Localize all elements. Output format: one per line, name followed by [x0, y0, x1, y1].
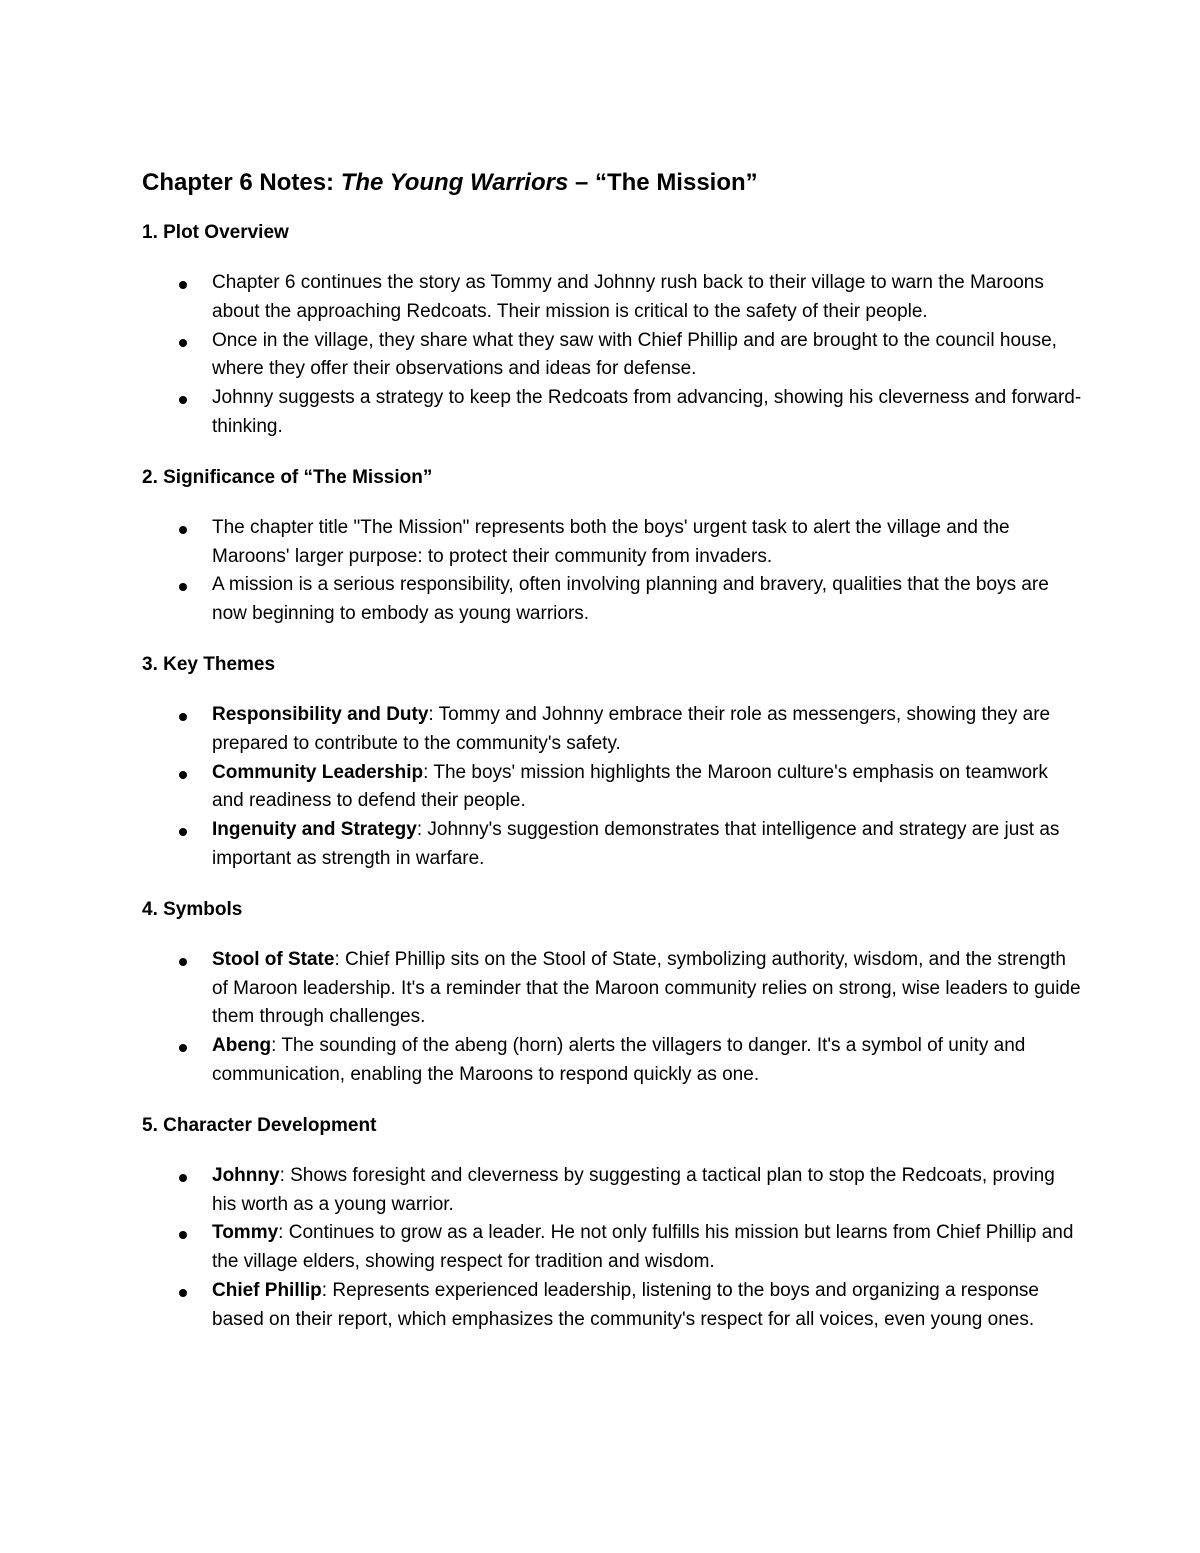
bullet-dot-icon [179, 713, 187, 721]
bullet-dot-icon [179, 771, 187, 779]
item-text: A mission is a serious responsibility, often involving planning and bravery, qualities that the boys are now beginning to embody as young warriors. [212, 574, 1049, 625]
bullet-list [142, 514, 1082, 629]
bullet-dot-icon [179, 339, 187, 347]
item-text: Chief Phillip sits on the Stool of State, symbolizing authority, wisdom, and the strength of Maroon leadership. It's a reminder that the Maroon community relies on strong, wise leaders to guide them through challenges. [212, 948, 1081, 1028]
bullet-dot-icon [179, 583, 187, 591]
list-item [142, 816, 1082, 874]
bullet-dot-icon [179, 396, 187, 404]
item-text: Johnny suggests a strategy to keep the Redcoats from advancing, showing his cleverness and forward-thinking. [212, 387, 1082, 437]
item-separator: : [334, 948, 346, 970]
item-text: The sounding of the abeng (horn) alerts the villagers to danger. It's a symbol of unity and communication, enabling the Maroons to respond quickly as one. [212, 1035, 1026, 1085]
bullet-dot-icon [179, 1289, 187, 1297]
bullet-dot-icon [179, 1044, 187, 1052]
bullet-dot-icon [179, 958, 187, 966]
item-text: Tommy and Johnny embrace their role as messengers, showing they are prepared to contribute to the community's safety. [212, 703, 1051, 754]
item-text: Shows foresight and cleverness by suggesting a tactical plan to stop the Redcoats, proving his worth as a young warrior. [212, 1164, 1055, 1215]
item-term: Tommy [212, 1222, 279, 1244]
bullet-list [142, 269, 1082, 442]
bullet-dot-icon [179, 1231, 187, 1239]
bullet-list [142, 1162, 1082, 1335]
list-item [142, 1219, 1082, 1277]
bullet-list [142, 701, 1082, 874]
item-term: Responsibility and Duty [212, 703, 429, 725]
list-item [142, 1162, 1082, 1220]
title-book-name: The Young Warriors [340, 169, 569, 196]
list-item [142, 946, 1082, 1032]
item-text: Once in the village, they share what they saw with Chief Phillip and are brought to the council house, where they offer their observations and ideas for defense. [212, 329, 1057, 380]
list-item [142, 1277, 1082, 1335]
item-text: The boys' mission highlights the Maroon culture's emphasis on teamwork and readiness to defend their people. [212, 761, 1048, 812]
item-text: Continues to grow as a leader. He not only fulfills his mission but learns from Chief Phillip and the village elders, showing respect for tradition and wisdom. [212, 1222, 1074, 1273]
section-heading: 4. Symbols [142, 898, 243, 920]
item-separator: : [278, 1222, 289, 1244]
list-item [142, 759, 1082, 817]
section-heading: 3. Key Themes [142, 653, 276, 675]
title-prefix: Chapter 6 Notes: [142, 169, 341, 196]
list-item [142, 514, 1082, 572]
item-term: Abeng [212, 1035, 272, 1057]
sections-container [142, 219, 1082, 1335]
item-text: Represents experienced leadership, listening to the boys and organizing a response based on their report, which emphasizes the community's respect for all voices, even young ones. [212, 1279, 1039, 1330]
title-suffix: – “The Mission” [568, 169, 758, 196]
item-term: Stool of State [212, 948, 335, 970]
bullet-dot-icon [179, 828, 187, 836]
item-separator: : [423, 761, 434, 783]
item-term: Johnny [212, 1164, 280, 1186]
section-heading: 1. Plot Overview [142, 222, 289, 243]
item-separator: : [321, 1279, 333, 1301]
item-separator: : [279, 1164, 291, 1186]
item-term: Chief Phillip [212, 1279, 322, 1301]
list-item [142, 571, 1082, 629]
bullet-list [142, 946, 1082, 1090]
item-term: Ingenuity and Strategy [212, 819, 417, 841]
item-text: The chapter title "The Mission" represents both the boys' urgent task to alert the village and the Maroons' larger purpose: to protect their community from invaders. [212, 516, 1010, 567]
list-item [142, 327, 1082, 385]
item-text: Chapter 6 continues the story as Tommy and Johnny rush back to their village to warn the Maroons about the approaching Redcoats. Their mission is critical to the safety of their people. [212, 272, 1044, 322]
section-heading: 5. Character Development [142, 1114, 377, 1136]
item-text: Johnny's suggestion demonstrates that intelligence and strategy are just as important as strength in warfare. [212, 819, 1060, 869]
list-item [142, 701, 1082, 759]
bullet-dot-icon [179, 281, 187, 289]
bullet-dot-icon [179, 526, 187, 534]
item-separator: : [416, 819, 428, 841]
page-title [142, 166, 1082, 200]
item-term: Community Leadership [212, 761, 424, 783]
bullet-dot-icon [179, 1174, 187, 1182]
list-item [142, 1032, 1082, 1090]
item-separator: : [271, 1035, 282, 1057]
item-separator: : [428, 703, 439, 725]
list-item [142, 269, 1082, 327]
list-item [142, 384, 1082, 442]
document-page [142, 166, 1082, 1357]
section-heading: 2. Significance of “The Mission” [142, 466, 433, 488]
